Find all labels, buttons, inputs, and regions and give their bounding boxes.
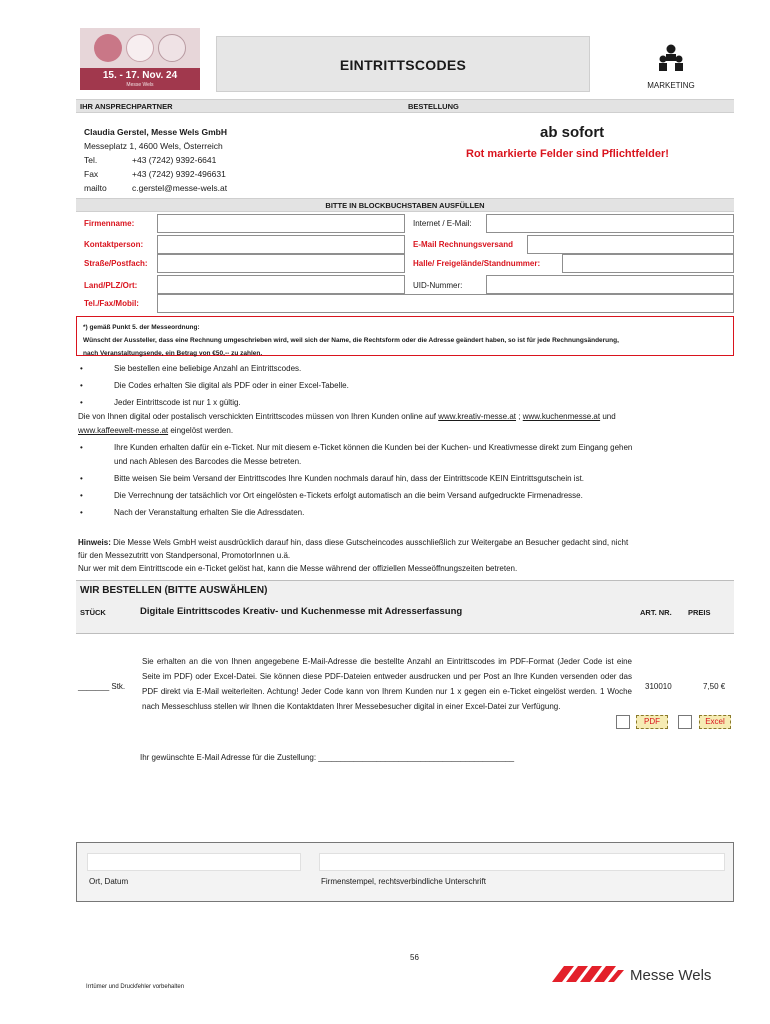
event-logo — [80, 28, 200, 90]
land-label: Land/PLZ/Ort: — [84, 281, 138, 290]
fax-label: Fax — [84, 169, 99, 179]
logo-circle-left — [94, 34, 122, 62]
link-kuchen[interactable]: www.kuchenmesse.at — [522, 412, 601, 421]
internet-label: Internet / E-Mail: — [413, 219, 472, 228]
list-item: • Ihre Kunden erhalten dafür ein e-Ticket. Nur mit diesem e-Ticket können die Kunden bei der Kuchen- und Kreativmesse direkt zum Eingang gehen und nach Ablesen des Barcodes die Messe betreten. — [80, 443, 633, 466]
product-title: Digitale Eintrittscodes Kreativ- und Kuchenmesse mit Adresserfassung — [140, 606, 463, 617]
hint-label: Hinweis: — [78, 538, 111, 547]
block-letters-label: BITTE IN BLOCKBUCHSTABEN AUSFÜLLEN — [325, 201, 485, 210]
mail-label: mailto — [84, 183, 107, 193]
messe-wels-logo — [552, 958, 732, 988]
marketing-label: MARKETING — [647, 81, 695, 90]
section-bar-contact — [76, 99, 734, 113]
pdf-checkbox[interactable] — [616, 715, 630, 729]
logo-circle-right — [158, 34, 186, 62]
fax-value: +43 (7242) 9392-496631 — [132, 169, 226, 179]
uid-field[interactable] — [486, 275, 734, 294]
ort-datum-label: Ort, Datum — [89, 877, 129, 886]
col-preis: PREIS — [688, 608, 711, 617]
kontaktperson-label: Kontaktperson: — [84, 240, 144, 249]
list-item: • Bitte weisen Sie beim Versand der Eintrittscodes Ihre Kunden nochmals darauf hin, dass der Eintrittscode KEIN Eintrittsgutschein ist. — [80, 474, 585, 483]
title-box — [216, 36, 590, 92]
hint-line-3: Nur wer mit dem Eintrittscode ein e-Ticket gelöst hat, kann die Messe während der offiziellen Messeöffnungszeiten betreten. — [78, 564, 518, 573]
required-hint: Rot markierte Felder sind Pflichtfelder! — [466, 148, 669, 160]
signature-box — [76, 842, 734, 902]
kontaktperson-field[interactable] — [157, 235, 405, 254]
quantity-field[interactable]: _______ Stk. — [78, 682, 126, 691]
list-item: • Nach der Veranstaltung erhalten Sie die Adressdaten. — [80, 508, 305, 517]
ab-sofort: ab sofort — [540, 124, 605, 141]
invoice-change-note — [76, 316, 734, 356]
delivery-email-field[interactable]: Ihr gewünschte E-Mail Adresse für die Zustellung: ____________________________________________ — [140, 753, 515, 762]
product-description: Sie erhalten an die von Ihnen angegebene E-Mail-Adresse die bestellte Anzahl an Eintrittscodes im PDF-Format (Jeder Code ist eine Seite im PDF) oder Excel-Datei. Sie können diese PDF-Dateien entweder ausdrucken und per Post an Ihre Kunden versenden oder das PDF direkt via E-Mail weiterleiten. Achtung! Jeder Code kann von Ihrem Kunden nur 1 x gegen ein e-Ticket eingelöst werden. 1 Woche nach Messeschluss stellen wir Ihnen die Kontaktdaten Ihrer Messebesucher digital in einer Excel-Datei zur Verfügung. — [142, 657, 632, 711]
internet-field[interactable] — [486, 214, 734, 233]
note-line-3: nach Veranstaltungsende, ein Betrag von €50,-- zu zahlen. — [83, 350, 263, 357]
bar-label-contact: IHR ANSPRECHPARTNER — [80, 102, 173, 111]
contact-name: Claudia Gerstel, Messe Wels GmbH — [84, 127, 227, 137]
pdf-option-label: PDF — [636, 715, 668, 729]
ort-datum-field[interactable] — [87, 853, 301, 871]
page-number: 56 — [410, 953, 419, 962]
col-stueck: STÜCK — [80, 608, 106, 617]
tel-form-field[interactable] — [157, 294, 734, 313]
messe-wels-mark-icon — [552, 960, 626, 986]
note-line-1: *) gemäß Punkt 5. der Messeordnung: — [83, 324, 200, 331]
note-line-2: Wünscht der Aussteller, dass eine Rechnung umgeschrieben wird, weil sich der Name, die Rechtsform oder die Adresse geändert haben, so ist für jede Rechnungsänderung, — [83, 337, 619, 344]
price: 7,50 € — [703, 682, 726, 691]
list-item: • Sie bestellen eine beliebige Anzahl an Eintrittscodes. — [80, 364, 302, 373]
firmenname-label: Firmenname: — [84, 219, 135, 228]
brand-name: Messe Wels — [630, 967, 712, 984]
contact-address: Messeplatz 1, 4600 Wels, Österreich — [84, 141, 223, 151]
link-kreativ[interactable]: www.kreativ-messe.at — [438, 412, 517, 421]
email-rechnung-label: E-Mail Rechnungsversand — [413, 240, 514, 249]
info-list — [78, 362, 734, 523]
hint-line-2: für den Messezutritt von Standpersonal, PromotorInnen u.ä. — [78, 551, 291, 560]
page-title: EINTRITTSCODES — [339, 57, 467, 73]
tel-value: +43 (7242) 9392-6641 — [132, 155, 217, 165]
contact-block — [84, 125, 227, 195]
land-field[interactable] — [157, 275, 405, 294]
halle-label: Halle/ Freigelände/Standnummer: — [413, 259, 541, 268]
email-rechnung-field[interactable] — [527, 235, 734, 254]
strasse-field[interactable] — [157, 254, 405, 273]
excel-option-label: Excel — [699, 715, 731, 729]
bar-label-order: BESTELLUNG — [408, 102, 459, 111]
stempel-field[interactable] — [319, 853, 725, 871]
article-number: 310010 — [645, 682, 672, 691]
firmenname-field[interactable] — [157, 214, 405, 233]
online-paragraph: Die von Ihnen digital oder postalisch verschickten Eintrittscodes müssen von Ihren Kunden online auf www.kreativ-messe.at ; www.kuchenmesse.at und www.kaffeewelt-messe.at eingelöst werden. — [78, 412, 616, 435]
tel-label: Tel. — [84, 155, 98, 165]
event-sub: Messe Wels — [126, 82, 154, 88]
section-bar-block-letters — [76, 198, 734, 212]
col-artnr: ART. NR. — [640, 608, 672, 617]
tel-form-label: Tel./Fax/Mobil: — [84, 299, 139, 308]
link-kaffee[interactable]: www.kaffeewelt-messe.at — [78, 426, 169, 435]
list-item: • Die Verrechnung der tatsächlich vor Ort eingelösten e-Tickets erfolgt automatisch an die beim Versand aufgedruckte Firmenadresse. — [80, 491, 583, 500]
marketing-people-icon — [658, 44, 684, 72]
stempel-label: Firmenstempel, rechtsverbindliche Unterschrift — [321, 877, 486, 886]
order-title: WIR BESTELLEN (BITTE AUSWÄHLEN) — [76, 580, 734, 600]
marketing-logo — [636, 44, 706, 90]
strasse-label: Straße/Postfach: — [84, 259, 148, 268]
logo-circle-center — [126, 34, 154, 62]
uid-label: UID-Nummer: — [413, 281, 463, 290]
excel-checkbox[interactable] — [678, 715, 692, 729]
list-item: • Die Codes erhalten Sie digital als PDF oder in einer Excel-Tabelle. — [80, 381, 349, 390]
list-item: • Jeder Eintrittscode ist nur 1 x gültig. — [80, 398, 241, 407]
footer-note: Irrtümer und Druckfehler vorbehalten — [86, 984, 185, 990]
event-date: 15. - 17. Nov. 24 — [102, 70, 178, 81]
hint-line-1: Die Messe Wels GmbH weist ausdrücklich darauf hin, dass diese Gutscheincodes ausschließlich zur Weitergabe an Besucher gedacht sind, nicht — [113, 538, 629, 547]
hint-block — [78, 536, 734, 575]
order-header — [76, 600, 734, 634]
halle-field[interactable] — [562, 254, 734, 273]
mail-value[interactable]: c.gerstel@messe-wels.at — [132, 183, 228, 193]
